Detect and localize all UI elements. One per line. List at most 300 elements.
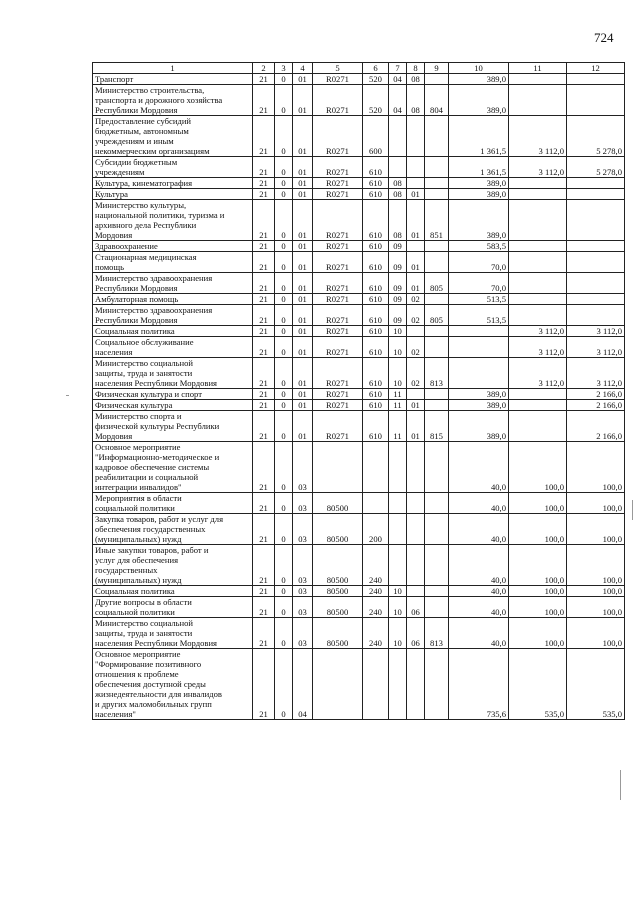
section-code: 08 [389,200,407,241]
amount-2020 [509,411,567,442]
row-name: Предоставление субсидий бюджетным, автономным учреждениям и иным некоммерческим организациям [93,116,253,157]
section-code: 10 [389,326,407,337]
amount-2019: 70,0 [449,252,509,273]
row-name: Министерство социальной защиты, труда и занятости населения Республики Мордовия [93,618,253,649]
amount-2020: 100,0 [509,514,567,545]
program-code: 21 [253,241,275,252]
table-row [93,273,625,294]
amount-2021: 100,0 [567,618,625,649]
section-code: 10 [389,358,407,389]
section-code: 04 [389,85,407,116]
direction-code: R0271 [313,337,363,358]
direction-code: R0271 [313,178,363,189]
row-name: Основное мероприятие "Формирование позитивного отношения к проблеме обеспечения доступной среды жизнедеятельности для инвалидов и других маломобильных групп населения" [93,649,253,720]
subprogram-code: 0 [275,157,293,178]
amount-2019: 389,0 [449,200,509,241]
ministry-code: 805 [425,305,449,326]
table-row [93,252,625,273]
subprogram-code: 0 [275,178,293,189]
row-name: Субсидии бюджетным учреждениям [93,157,253,178]
amount-2021: 100,0 [567,514,625,545]
subsection-code: 08 [407,74,425,85]
table-row [93,326,625,337]
amount-2020 [509,389,567,400]
row-name: Иные закупки товаров, работ и услуг для обеспечения государственных (муниципальных) нужд [93,545,253,586]
amount-2021 [567,305,625,326]
program-code: 21 [253,586,275,597]
row-name: Стационарная медицинская помощь [93,252,253,273]
expense-type [363,493,389,514]
table-row [93,586,625,597]
page-number: 724 [594,30,614,45]
row-name: Мероприятия в области социальной политики [93,493,253,514]
amount-2020: 535,0 [509,649,567,720]
event-code: 01 [293,294,313,305]
subsection-code: 08 [407,85,425,116]
subsection-code [407,389,425,400]
scan-mark [632,500,633,520]
direction-code: R0271 [313,305,363,326]
ministry-code: 813 [425,358,449,389]
subsection-code [407,326,425,337]
ministry-code [425,442,449,493]
expense-type: 600 [363,116,389,157]
budget-table [92,62,625,720]
amount-2021: 2 166,0 [567,400,625,411]
amount-2019: 513,5 [449,294,509,305]
expense-type: 610 [363,326,389,337]
subprogram-code: 0 [275,389,293,400]
section-code: 10 [389,618,407,649]
column-header-7: 7 [389,63,407,74]
subprogram-code: 0 [275,618,293,649]
section-code: 09 [389,252,407,273]
ministry-code [425,189,449,200]
event-code: 04 [293,649,313,720]
ministry-code [425,400,449,411]
amount-2019: 583,5 [449,241,509,252]
section-code: 11 [389,389,407,400]
subprogram-code: 0 [275,442,293,493]
event-code: 01 [293,74,313,85]
expense-type: 610 [363,178,389,189]
column-header-11: 11 [509,63,567,74]
program-code: 21 [253,649,275,720]
subsection-code: 06 [407,597,425,618]
program-code: 21 [253,493,275,514]
amount-2019 [449,358,509,389]
event-code: 01 [293,358,313,389]
expense-type: 610 [363,189,389,200]
table-row [93,597,625,618]
direction-code: 80500 [313,514,363,545]
subsection-code: 01 [407,411,425,442]
row-name: Министерство социальной защиты, труда и занятости населения Республики Мордовия [93,358,253,389]
ministry-code: 805 [425,273,449,294]
ministry-code [425,326,449,337]
subsection-code [407,157,425,178]
section-code: 10 [389,597,407,618]
table-row [93,389,625,400]
table-row [93,545,625,586]
table-row [93,442,625,493]
event-code: 01 [293,178,313,189]
subprogram-code: 0 [275,326,293,337]
amount-2020 [509,189,567,200]
subprogram-code: 0 [275,514,293,545]
subsection-code [407,241,425,252]
event-code: 03 [293,442,313,493]
amount-2019: 40,0 [449,597,509,618]
amount-2020 [509,74,567,85]
subsection-code: 02 [407,305,425,326]
row-name: Министерство спорта и физической культуры Республики Мордовия [93,411,253,442]
amount-2021: 100,0 [567,442,625,493]
subprogram-code: 0 [275,189,293,200]
ministry-code [425,586,449,597]
program-code: 21 [253,326,275,337]
expense-type: 610 [363,241,389,252]
expense-type: 200 [363,514,389,545]
table-row [93,178,625,189]
subprogram-code: 0 [275,116,293,157]
table-row [93,116,625,157]
subsection-code [407,586,425,597]
subprogram-code: 0 [275,241,293,252]
amount-2020 [509,252,567,273]
table-row [93,157,625,178]
amount-2020 [509,200,567,241]
subprogram-code: 0 [275,294,293,305]
subprogram-code: 0 [275,252,293,273]
event-code: 01 [293,411,313,442]
expense-type [363,442,389,493]
amount-2021 [567,200,625,241]
subprogram-code: 0 [275,74,293,85]
program-code: 21 [253,294,275,305]
program-code: 21 [253,74,275,85]
table-row [93,618,625,649]
amount-2020: 3 112,0 [509,116,567,157]
amount-2019: 389,0 [449,411,509,442]
amount-2019: 70,0 [449,273,509,294]
subsection-code: 01 [407,200,425,241]
column-header-8: 8 [407,63,425,74]
amount-2020 [509,294,567,305]
program-code: 21 [253,597,275,618]
table-row [93,189,625,200]
amount-2020 [509,400,567,411]
amount-2020 [509,241,567,252]
subsection-code [407,442,425,493]
event-code: 01 [293,85,313,116]
amount-2021: 3 112,0 [567,337,625,358]
row-name: Физическая культура и спорт [93,389,253,400]
subprogram-code: 0 [275,305,293,326]
subprogram-code: 0 [275,400,293,411]
section-code [389,649,407,720]
subsection-code [407,649,425,720]
expense-type: 240 [363,618,389,649]
amount-2021: 100,0 [567,586,625,597]
row-name: Министерство культуры, национальной политики, туризма и архивного дела Республики Мордовия [93,200,253,241]
amount-2021: 100,0 [567,493,625,514]
event-code: 01 [293,189,313,200]
event-code: 03 [293,514,313,545]
subsection-code [407,178,425,189]
ministry-code [425,337,449,358]
expense-type: 610 [363,337,389,358]
amount-2021 [567,85,625,116]
expense-type: 610 [363,294,389,305]
program-code: 21 [253,305,275,326]
event-code: 03 [293,545,313,586]
event-code: 01 [293,389,313,400]
table-row [93,358,625,389]
table-row [93,649,625,720]
direction-code: 80500 [313,493,363,514]
section-code: 08 [389,189,407,200]
amount-2020: 100,0 [509,597,567,618]
amount-2021 [567,294,625,305]
section-code: 04 [389,74,407,85]
table-row [93,337,625,358]
expense-type: 610 [363,252,389,273]
expense-type: 610 [363,400,389,411]
event-code: 01 [293,157,313,178]
column-header-5: 5 [313,63,363,74]
direction-code: R0271 [313,400,363,411]
amount-2021 [567,189,625,200]
column-header-1: 1 [93,63,253,74]
expense-type: 520 [363,85,389,116]
event-code: 01 [293,116,313,157]
direction-code: R0271 [313,252,363,273]
direction-code: R0271 [313,241,363,252]
subsection-code: 06 [407,618,425,649]
amount-2019: 40,0 [449,514,509,545]
direction-code: 80500 [313,545,363,586]
ministry-code [425,178,449,189]
amount-2019 [449,326,509,337]
section-code [389,116,407,157]
direction-code [313,442,363,493]
amount-2021: 2 166,0 [567,411,625,442]
amount-2020: 3 112,0 [509,157,567,178]
header-row [93,63,625,74]
subsection-code: 02 [407,337,425,358]
amount-2021: 100,0 [567,597,625,618]
expense-type: 610 [363,305,389,326]
expense-type: 240 [363,545,389,586]
row-name: Культура [93,189,253,200]
amount-2019: 40,0 [449,442,509,493]
expense-type: 610 [363,200,389,241]
column-header-4: 4 [293,63,313,74]
direction-code: R0271 [313,273,363,294]
row-name: Основное мероприятие "Информационно-методическое и кадровое обеспечение системы реабилитации и социальной интеграции инвалидов" [93,442,253,493]
subsection-code: 01 [407,400,425,411]
expense-type [363,649,389,720]
amount-2019: 389,0 [449,85,509,116]
expense-type: 610 [363,389,389,400]
amount-2019: 513,5 [449,305,509,326]
amount-2020: 100,0 [509,618,567,649]
amount-2019: 389,0 [449,74,509,85]
subsection-code: 02 [407,358,425,389]
direction-code: R0271 [313,294,363,305]
amount-2019: 389,0 [449,400,509,411]
section-code: 11 [389,411,407,442]
direction-code [313,649,363,720]
program-code: 21 [253,273,275,294]
row-name: Физическая культура [93,400,253,411]
ministry-code [425,157,449,178]
section-code [389,442,407,493]
program-code: 21 [253,116,275,157]
ministry-code [425,493,449,514]
section-code [389,493,407,514]
subprogram-code: 0 [275,545,293,586]
amount-2020: 100,0 [509,545,567,586]
table-row [93,294,625,305]
subsection-code [407,116,425,157]
row-name: Социальная политика [93,326,253,337]
amount-2021: 5 278,0 [567,116,625,157]
direction-code: R0271 [313,116,363,157]
section-code [389,514,407,545]
direction-code: R0271 [313,411,363,442]
row-name: Транспорт [93,74,253,85]
expense-type: 610 [363,157,389,178]
direction-code: R0271 [313,326,363,337]
amount-2020: 3 112,0 [509,358,567,389]
column-header-12: 12 [567,63,625,74]
table-row [93,85,625,116]
row-name: Министерство строительства, транспорта и дорожного хозяйства Республики Мордовия [93,85,253,116]
column-header-10: 10 [449,63,509,74]
direction-code: R0271 [313,389,363,400]
ministry-code [425,294,449,305]
event-code: 03 [293,586,313,597]
program-code: 21 [253,85,275,116]
amount-2020: 3 112,0 [509,326,567,337]
table-row [93,200,625,241]
subprogram-code: 0 [275,337,293,358]
row-name: Министерство здравоохранения Республики Мордовия [93,305,253,326]
amount-2021: 3 112,0 [567,326,625,337]
section-code: 09 [389,294,407,305]
row-name: Культура, кинематография [93,178,253,189]
subsection-code [407,493,425,514]
expense-type: 240 [363,586,389,597]
event-code: 01 [293,252,313,273]
column-header-9: 9 [425,63,449,74]
event-code: 03 [293,618,313,649]
event-code: 01 [293,241,313,252]
expense-type: 520 [363,74,389,85]
program-code: 21 [253,400,275,411]
column-header-6: 6 [363,63,389,74]
amount-2021: 3 112,0 [567,358,625,389]
table-row [93,241,625,252]
amount-2021 [567,241,625,252]
row-name: Амбулаторная помощь [93,294,253,305]
direction-code: 80500 [313,597,363,618]
amount-2021 [567,252,625,273]
subsection-code: 01 [407,189,425,200]
section-code: 10 [389,586,407,597]
amount-2020 [509,305,567,326]
amount-2019: 40,0 [449,586,509,597]
section-code [389,157,407,178]
program-code: 21 [253,442,275,493]
program-code: 21 [253,389,275,400]
program-code: 21 [253,411,275,442]
amount-2019: 40,0 [449,493,509,514]
ministry-code [425,514,449,545]
event-code: 01 [293,337,313,358]
direction-code: R0271 [313,358,363,389]
amount-2020 [509,178,567,189]
subsection-code [407,545,425,586]
amount-2021: 100,0 [567,545,625,586]
table-row [93,493,625,514]
ministry-code [425,116,449,157]
event-code: 01 [293,326,313,337]
direction-code: R0271 [313,85,363,116]
amount-2021: 5 278,0 [567,157,625,178]
subprogram-code: 0 [275,493,293,514]
amount-2019: 389,0 [449,389,509,400]
subsection-code: 02 [407,294,425,305]
section-code: 10 [389,337,407,358]
table-row [93,514,625,545]
program-code: 21 [253,618,275,649]
amount-2021 [567,74,625,85]
ministry-code [425,241,449,252]
subsection-code: 01 [407,252,425,273]
expense-type: 610 [363,273,389,294]
section-code: 08 [389,178,407,189]
table-row [93,400,625,411]
program-code: 21 [253,178,275,189]
table-row [93,305,625,326]
subprogram-code: 0 [275,85,293,116]
amount-2020: 100,0 [509,586,567,597]
amount-2019 [449,337,509,358]
row-name: Социальная политика [93,586,253,597]
table-body [93,74,625,720]
subprogram-code: 0 [275,200,293,241]
amount-2020: 100,0 [509,442,567,493]
column-header-3: 3 [275,63,293,74]
ministry-code: 813 [425,618,449,649]
ministry-code: 804 [425,85,449,116]
subsection-code: 01 [407,273,425,294]
ministry-code [425,597,449,618]
program-code: 21 [253,545,275,586]
direction-code: 80500 [313,618,363,649]
direction-code: 80500 [313,586,363,597]
ministry-code [425,252,449,273]
subprogram-code: 0 [275,597,293,618]
row-name: Здравоохранение [93,241,253,252]
scan-mark [620,770,621,800]
scan-mark [66,395,69,396]
table-row [93,411,625,442]
amount-2019: 735,6 [449,649,509,720]
